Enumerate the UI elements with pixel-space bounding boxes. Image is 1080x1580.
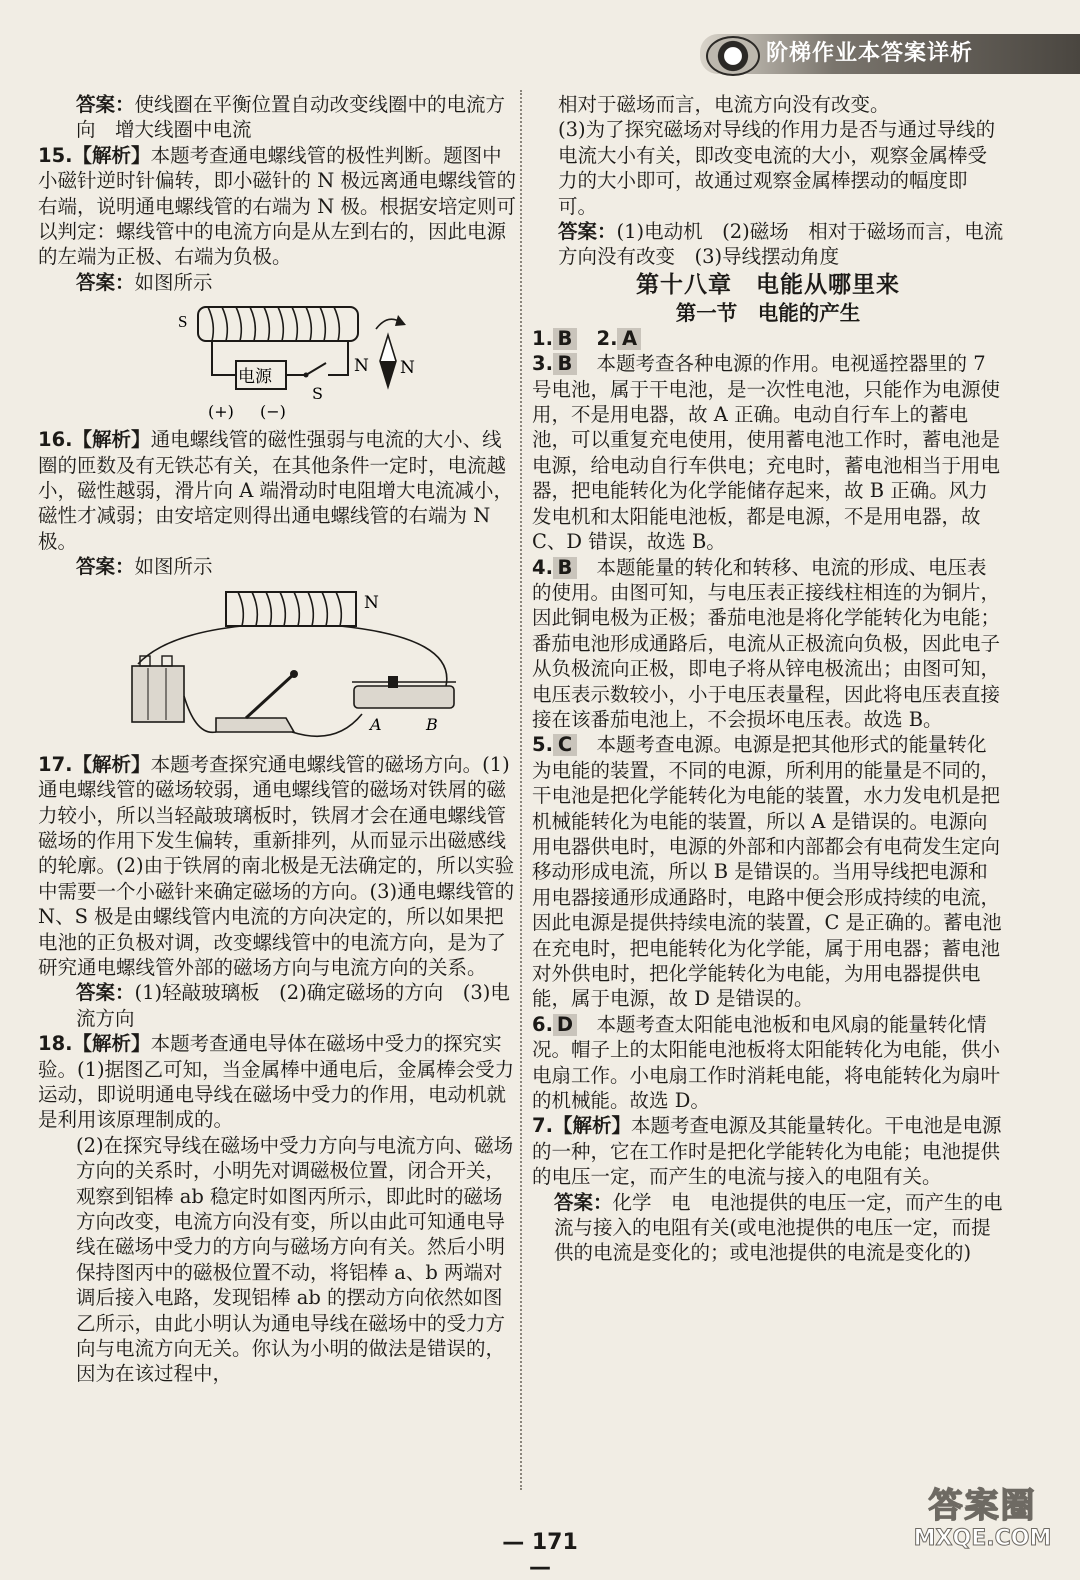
q16: 16.【解析】通电螺线管的磁性强弱与电流的大小、线圈的匝数及有无铁芯有关，在其他条件一定时，电流越小，磁性越弱，滑片向 A 端滑动时电阻增大电流减小，磁性才减弱；由安培定则得出通电螺线管的右端为 N 极。 — [38, 428, 513, 553]
right-column — [532, 92, 1004, 1266]
answer-box: B — [553, 328, 577, 350]
q18-part2: (2)在探究导线在磁场中受力方向与电流方向、磁场方向的关系时，小明先对调磁极位置，闭合开关，观察到铝棒 ab 稳定时如图丙所示，即此时的磁场方向改变，电流方向没有变，所以由此可知通电导线在磁场中受力的方向与磁场方向有关。然后小明保持图丙中的磁极位置不动，将铝棒 a、b 两端对调后接入电路，发现铝棒 ab 的摆动方向依然如图乙所示，由此小明认为通电导线在磁场中的受力方向与电流方向无关。你认为小明的做法是错误的，因为在该过程中， — [76, 1133, 514, 1386]
q1-q2: 1. B 2. A — [532, 326, 1004, 351]
q4: 4. B 本题能量的转化和转移、电流的形成、电压表的使用。由图可知，与电压表正接线柱相连的为铜片，因此铜电极为正极；番茄电池是将化学能转化为电能；番茄电池形成通路后，电流从正极流向负极，因此电子从负极流向正极，即电子将从锌电极流出；由图可知，电压表示数较小，小于电压表量程，因此将电压表直接接在该番茄电池上，不会损坏电压表。故选 B。 — [532, 555, 1001, 731]
chapter-title: 第十八章 电能从哪里来 — [636, 270, 900, 298]
solenoid-circuit-figure-1 — [176, 299, 436, 423]
solenoid-rheostat-figure-2 — [126, 586, 476, 752]
q7: 7.【解析】本题考查电源及其能量转化。干电池是电源的一种，它在工作时是把化学能转化为电能；电池提供的电压一定，而产生的电流与接入的电阻有关。 — [532, 1114, 1002, 1189]
svg-text:B: B — [426, 714, 438, 734]
answer-box: C — [553, 734, 577, 756]
watermark-title: 答案圈 — [928, 1486, 1037, 1526]
page-number: — 171 — — [502, 1530, 578, 1580]
site-watermark — [890, 1486, 1075, 1564]
eye-logo-icon — [706, 36, 760, 76]
svg-text:S: S — [178, 312, 188, 332]
q18-answer: 答案：(1)电动机 (2)磁场 相对于磁场而言，电流方向没有改变 (3)导线摆动角度 — [558, 220, 1004, 269]
q7-answer: 答案：化学 电 电池提供的电压一定，而产生的电流与接入的电阻有关(或电池提供的电压一定，而提供的电流是变化的；或电池提供的电流是变化的) — [554, 1190, 1003, 1265]
svg-text:A: A — [370, 714, 382, 734]
column-divider — [520, 90, 522, 1490]
q17: 17.【解析】本题考查探究通电螺线管的磁场方向。(1)通电螺线管的磁场较弱，通电螺线管的磁场对铁屑的磁力较小，所以当轻敲玻璃板时，铁屑才会在通电螺线管磁场的作用下发生偏转，重新排列，从而显示出磁感线的轮廓。(2)由于铁屑的南北极是无法确定的，所以实验中需要一个小磁针来确定磁场的方向。(3)通电螺线管的 N、S 极是由螺线管内电流的方向决定的，所以如果把电池的正负极对调，改变螺线管中的电流方向，是为了研究通电螺线管外部的磁场方向与电流方向的关系。 — [38, 752, 515, 979]
svg-text:N: N — [364, 592, 379, 613]
q5: 5. C 本题考查电源。电源是把其他形式的能量转化为电能的装置，不同的电源，所利用的能量是不同的，干电池是把化学能转化为电能的装置，水力发电机是把机械能转化为电能的装置，所以 A 是错误的。电源向用电器供电时，电源的外部和内部都会有电荷发生定向移动形成电流，所以 B 是错误的。当用导线把电源和用电器接通形成通路时，电路中便会形成持续的电流，因此电源是提供持续电流的装置，C 是正确的。蓄电池在充电时，把电能转化为化学能，属于用电器；蓄电池对外供电时，把化学能转化为电能，为用电器提供电能，属于电源，故 D 是错误的。 — [532, 733, 1002, 1011]
svg-text:N: N — [354, 356, 369, 377]
svg-text:电源: 电源 — [238, 367, 272, 388]
q14-answer: 答案：使线圈在平衡位置自动改变线圈中的电流方向 增大线圈中电流 — [76, 93, 506, 142]
answer-box: A — [617, 328, 641, 350]
watermark-domain: MXQE.COM — [913, 1526, 1052, 1551]
answer-box: D — [553, 1014, 577, 1036]
section-title: 第一节 电能的产生 — [675, 300, 861, 325]
q3: 3. B 本题考查各种电源的作用。电视遥控器里的 7 号电池，属于干电池，是一次性电池，只能作为电源使用，不是用电器，故 A 正确。电动自行车上的蓄电池，可以重复充电使用，使用蓄电池工作时，蓄电池是电源，给电动自行车供电；充电时，蓄电池相当于用电器，把电能转化为化学能储存起来，故 B 正确。风力发电机和太阳能电池板，都是电源，不是用电器，故 C、D 错误，故选 B。 — [532, 352, 1001, 554]
answer-box: B — [553, 353, 577, 375]
svg-text:S: S — [312, 384, 323, 404]
q18-part3: (3)为了探究磁场对导线的作用力是否与通过导线的电流大小有关，即改变电流的大小，观察金属棒受力的大小即可，故通过观察金属棒摆动的幅度即可。 — [558, 118, 996, 218]
answer-box: B — [553, 557, 577, 579]
svg-text:N: N — [400, 358, 415, 379]
q6: 6. D 本题考查太阳能电池板和电风扇的能量转化情况。帽子上的太阳能电池板将太阳能转化为电能，供小电扇工作。小电扇工作时消耗电能，将电能转化为扇叶的机械能。故选 D。 — [532, 1012, 1001, 1113]
q17-answer: 答案：(1)轻敲玻璃板 (2)确定磁场的方向 (3)电流方向 — [76, 981, 510, 1030]
q15: 15.【解析】本题考查通电螺线管的极性判断。题图中小磁针逆时针偏转，即小磁针的 N 极远离通电螺线管的右端，说明通电螺线管的右端为 N 极。根据安培定则可以判定：螺线管中的电流方向是从左到右的，因此电源的左端为正极、右端为负极。 — [38, 143, 516, 269]
q18: 18.【解析】本题考查通电导体在磁场中受力的探究实验。(1)据图乙可知，当金属棒中通电后，金属棒会受力运动，即说明通电导线在磁场中受力的作用，电动机就是利用该原理制成的。 — [38, 1032, 515, 1132]
svg-text:(−): (−) — [260, 402, 286, 422]
left-column — [38, 92, 516, 1387]
q18-continued: 相对于磁场而言，电流方向没有改变。 — [558, 93, 890, 116]
header-title: 阶梯作业本答案详析 — [766, 41, 974, 66]
q16-answer: 答案：如图所示 — [76, 555, 213, 579]
svg-text:(+): (+) — [208, 402, 234, 422]
q15-answer: 答案：如图所示 — [76, 270, 213, 294]
